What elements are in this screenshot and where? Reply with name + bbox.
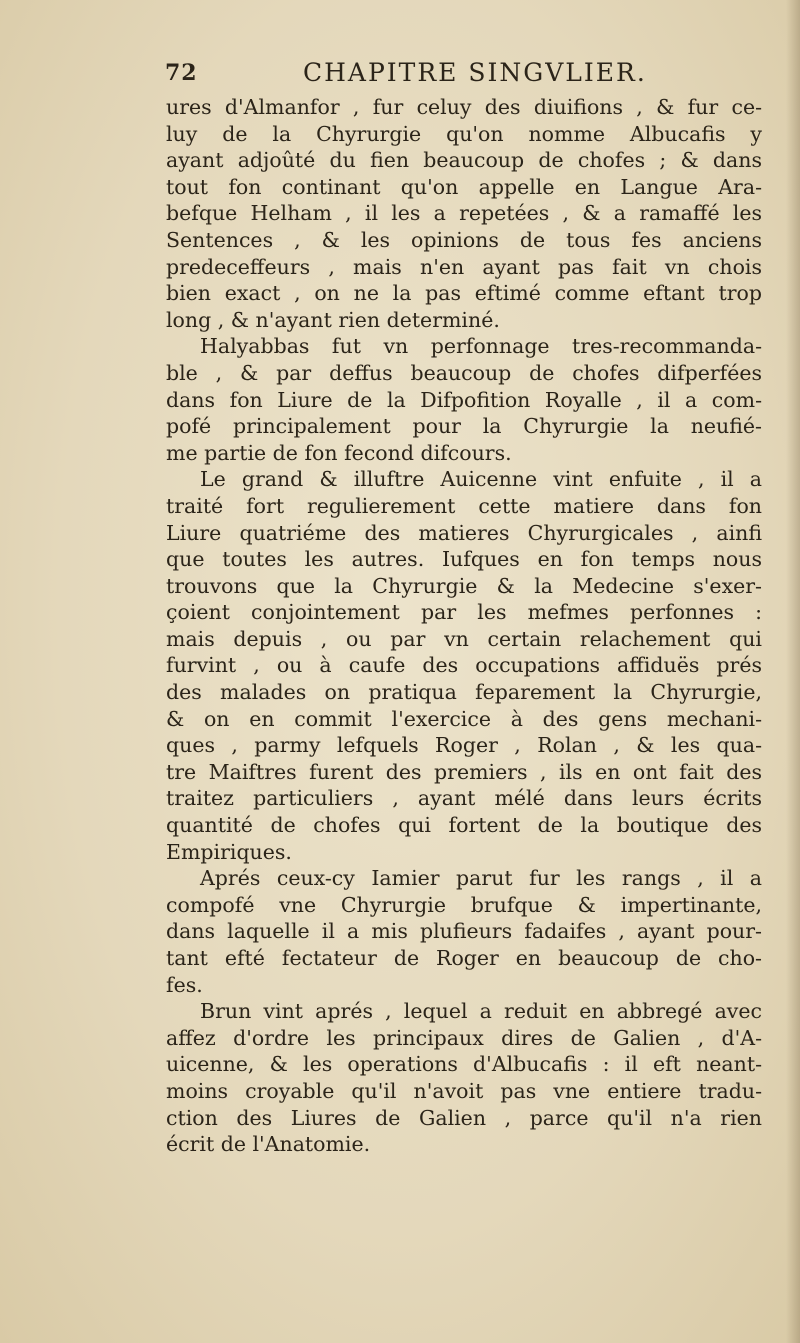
- text-line: mais depuis , ou par vn certain relachement qui: [166, 626, 762, 651]
- text-line: Aprés ceux-cy Iamier parut fur les rangs , il a: [200, 866, 762, 891]
- text-line: tant efté fectateur de Roger en beaucoup de cho-: [166, 946, 762, 970]
- text-line: bien exact , on ne la pas eftimé comme eftant trop: [166, 281, 762, 306]
- text-line: compofé vne Chyrurgie brufque & impertinante,: [166, 892, 762, 917]
- text-line: me partie de fon fecond difcours.: [166, 440, 512, 465]
- text-line: tout fon continant qu'on appelle en Langue Ara-: [166, 174, 762, 199]
- text-line: dans fon Liure de la Difpofition Royalle , il a com-: [166, 387, 762, 412]
- text-line: affez d'ordre les principaux dires de Galien , d'A-: [166, 1025, 762, 1050]
- text-line: Le grand & illuftre Auicenne vint enfuite , il a: [200, 467, 762, 492]
- running-head: CHAPITRE SINGVLIER.: [303, 58, 647, 87]
- text-line: Empiriques.: [166, 839, 292, 864]
- text-line: quantité de chofes qui fortent de la boutique des: [166, 813, 762, 838]
- text-line: Sentences , & les opinions de tous fes anciens: [166, 227, 762, 252]
- body-text: [166, 94, 762, 1158]
- text-line: & on en commit l'exercice à des gens mechani-: [166, 706, 762, 731]
- text-line: moins croyable qu'il n'avoit pas vne entiere tradu-: [166, 1078, 762, 1103]
- text-line: furvint , ou à caufe des occupations affiduës prés: [166, 653, 762, 678]
- page-edge-shadow: [786, 0, 800, 1343]
- text-line: Halyabbas fut vn perfonnage tres-recommanda-: [200, 334, 762, 359]
- text-line: ques , parmy lefquels Roger , Rolan , & les qua-: [166, 733, 762, 758]
- page-number: 72: [165, 60, 198, 86]
- text-line: traitez particuliers , ayant mélé dans leurs écrits: [166, 786, 762, 811]
- text-line: écrit de l'Anatomie.: [166, 1132, 371, 1157]
- text-line: dans laquelle il a mis plufieurs fadaifes , ayant pour-: [166, 919, 762, 944]
- text-line: pofé principalement pour la Chyrurgie la neufié-: [166, 414, 762, 439]
- text-line: long , & n'ayant rien determiné.: [166, 307, 500, 332]
- text-line: tre Maiftres furent des premiers , ils en ont fait des: [166, 759, 762, 784]
- text-line: befque Helham , il les a repetées , & a ramaffé les: [166, 201, 762, 226]
- text-line: luy de la Chyrurgie qu'on nomme Albucafis y: [166, 121, 762, 146]
- text-line: ayant adjoûté du fien beaucoup de chofes ; & dans: [166, 148, 762, 173]
- text-line: ble , & par deffus beaucoup de chofes difperfées: [166, 360, 762, 385]
- text-line: que toutes les autres. Iufques en fon temps nous: [166, 547, 762, 572]
- text-line: trouvons que la Chyrurgie & la Medecine s'exer-: [166, 573, 762, 598]
- text-line: Brun vint aprés , lequel a reduit en abbregé avec: [200, 999, 762, 1024]
- text-line: des malades on pratiqua feparement la Chyrurgie,: [166, 680, 762, 705]
- text-line: çoient conjointement par les mefmes perfonnes :: [166, 600, 762, 625]
- page-header: [165, 58, 765, 92]
- text-line: uicenne, & les operations d'Albucafis : il eft neant-: [166, 1052, 762, 1077]
- text-line: ction des Liures de Galien , parce qu'il n'a rien: [166, 1105, 762, 1130]
- text-line: ures d'Almanfor , fur celuy des diuifions , & fur ce-: [166, 95, 762, 119]
- text-line: fes.: [166, 972, 203, 997]
- text-line: Liure quatriéme des matieres Chyrurgicales , ainfi: [166, 520, 762, 545]
- text-line: predeceffeurs , mais n'en ayant pas fait vn chois: [166, 254, 762, 279]
- text-line: traité fort regulierement cette matiere dans fon: [166, 493, 762, 518]
